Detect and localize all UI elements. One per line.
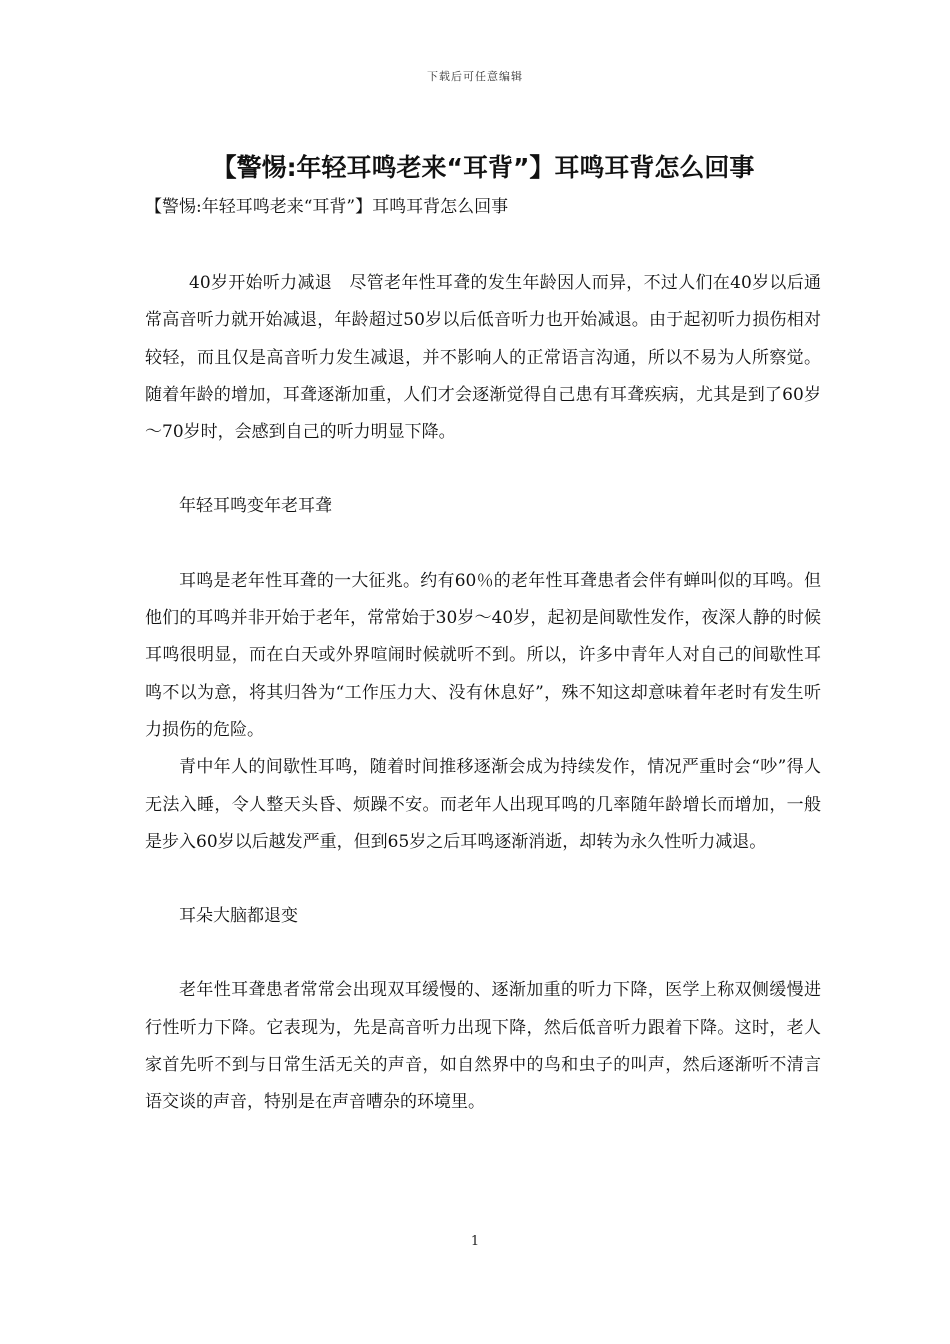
intro-lead: 40岁开始听力减退 <box>189 273 333 293</box>
document-title: 【警惕:年轻耳鸣老来“耳背”】耳鸣耳背怎么回事 <box>211 153 755 182</box>
paragraph-degeneration-1: 老年性耳聋患者常常会出现双耳缓慢的、逐渐加重的听力下降，医学上称双侧缓慢进行性听力下降。它表现为，先是高音听力出现下降，然后低音听力跟着下降。这时，老人家首先听不到与日常生活无关的声音，如自然界中的鸟和虫子的叫声，然后逐渐听不清言语交谈的声音，特别是在声音嘈杂的环境里。 <box>145 980 821 1113</box>
section-heading-degeneration: 耳朵大脑都退变 <box>179 906 298 927</box>
page-number: 1 <box>470 1234 480 1249</box>
intro-paragraph <box>145 265 821 451</box>
page-header: 下载后可任意编辑 <box>427 70 523 83</box>
paragraph-tinnitus-2: 青中年人的间歇性耳鸣，随着时间推移逐渐会成为持续发作，情况严重时会“吵”得人无法入睡，令人整天头昏、烦躁不安。而老年人出现耳鸣的几率随年龄增长而增加，一般是步入60岁以后越发严重，但到65岁之后耳鸣逐渐消逝，却转为永久性听力减退。 <box>145 757 821 852</box>
document-body <box>145 148 821 1122</box>
intro-body: 尽管老年性耳聋的发生年龄因人而异，不过人们在40岁以后通常高音听力就开始减退，年龄超过50岁以后低音听力也开始减退。由于起初听力损伤相对较轻，而且仅是高音听力发生减退，并不影响人的正常语言沟通，所以不易为人所察觉。随着年龄的增加，耳聋逐渐加重，人们才会逐渐觉得自己患有耳聋疾病，尤其是到了60岁～70岁时，会感到自己的听力明显下降。 <box>145 273 821 443</box>
section-heading-tinnitus: 年轻耳鸣变年老耳聋 <box>179 496 332 517</box>
paragraph-tinnitus-1: 耳鸣是老年性耳聋的一大征兆。约有60％的老年性耳聋患者会伴有蝉叫似的耳鸣。但他们的耳鸣并非开始于老年，常常始于30岁～40岁，起初是间歇性发作，夜深人静的时候耳鸣很明显，而在白天或外界喧闹时候就听不到。所以，许多中青年人对自己的间歇性耳鸣不以为意，将其归咎为“工作压力大、没有休息好”，殊不知这却意味着年老时有发生听力损伤的危险。 <box>145 570 821 740</box>
document-subtitle: 【警惕:年轻耳鸣老来“耳背”】耳鸣耳背怎么回事 <box>145 197 509 217</box>
